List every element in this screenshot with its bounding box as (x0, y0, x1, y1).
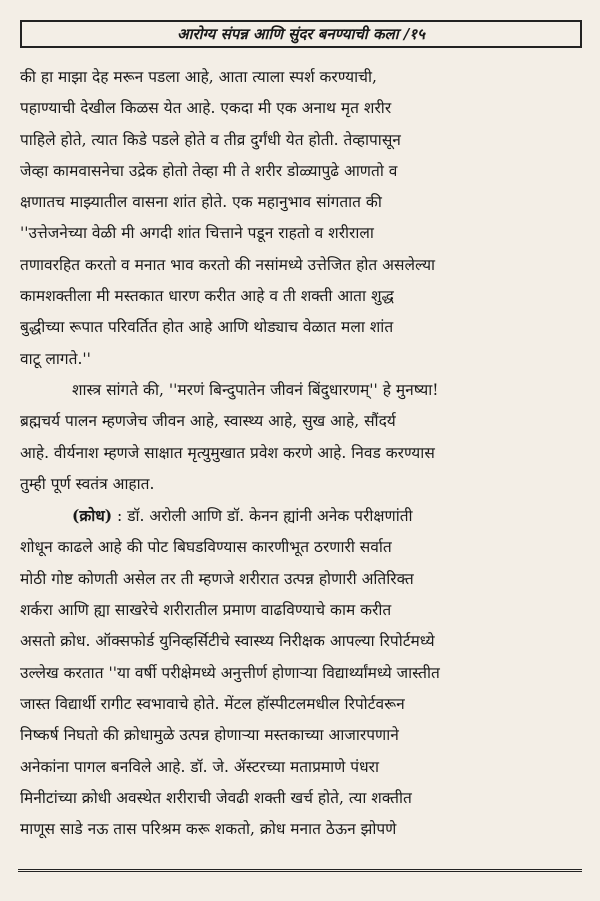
paragraph-krodh (20, 500, 582, 845)
body-text (20, 62, 582, 845)
text-line: जेव्हा कामवासनेचा उद्रेक होतो तेव्हा मी ते शरीर डोळ्यापुढे आणतो व (20, 161, 398, 180)
text-line: क्षणातच माझ्यातील वासना शांत होते. एक महानुभाव सांगतात की (20, 193, 382, 212)
section-heading-krodh: (क्रोध) (72, 506, 113, 526)
text-line: शर्करा आणि ह्या साखरेचे शरीरातील प्रमाण वाढविण्याचे काम करीत (20, 601, 392, 620)
text-line: कामशक्तीला मी मस्तकात धारण करीत आहे व ती शक्ती आता शुद्ध (20, 287, 394, 306)
running-header (20, 20, 582, 48)
text-line: आहे. वीर्यनाश म्हणजे साक्षात मृत्युमुखात प्रवेश करणे आहे. निवड करण्यास (20, 443, 435, 462)
text-line: तणावरहित करतो व मनात भाव करतो की नसांमध्ये उत्तेजित होत असलेल्या (20, 255, 436, 274)
text-line: निष्कर्ष निघतो की क्रोधामुळे उत्पन्न होणाऱ्या मस्तकाच्या आजारपणाने (20, 726, 399, 745)
text-line: ''उत्तेजनेच्या वेळी मी अगदी शांत चित्ताने पडून राहतो व शरीराला (20, 224, 374, 243)
text-line (20, 500, 582, 532)
text-line: अनेकांना पागल बनविले आहे. डॉ. जे. ॲस्टरच्या मताप्रमाणे पंधरा (20, 757, 379, 776)
text-line: जास्त विद्यार्थी रागीट स्वभावाचे होते. मेंटल हॉस्पीटलमधील रिपोर्टवरून (20, 694, 405, 713)
text-line: तुम्ही पूर्ण स्वतंत्र आहात. (20, 474, 155, 493)
text-line: असतो क्रोध. ऑक्सफोर्ड युनिव्हर्सिटीचे स्वास्थ्य निरीक्षक आपल्या रिपोर्टमध्ये (20, 632, 435, 651)
text-line: उल्लेख करतात ''या वर्षी परीक्षेमध्ये अनुत्तीर्ण होणाऱ्या विद्यार्थ्यांमध्ये जास्तीत (20, 663, 440, 682)
text-line: पहाण्याची देखील किळस येत आहे. एकदा मी एक अनाथ मृत शरीर (20, 99, 392, 118)
text-line: ब्रह्मचर्य पालन म्हणजेच जीवन आहे, स्वास्थ्य आहे, सुख आहे, सौंदर्य (20, 412, 396, 431)
text-line: वाटू लागते.'' (20, 349, 91, 368)
paragraph-continuation (20, 62, 582, 375)
text-line: पाहिले होते, त्यात किडे पडले होते व तीव्र दुर्गंधी येत होती. तेव्हापासून (20, 130, 401, 149)
running-header-title: आरोग्य संपन्न आणि सुंदर बनण्याची कला /१५ (177, 25, 425, 43)
text-line: की हा माझा देह मरून पडला आहे, आता त्याला स्पर्श करण्याची, (20, 68, 377, 86)
bottom-rule (18, 869, 582, 872)
text-line: माणूस साडे नऊ तास परिश्रम करू शकतो, क्रोध मनात ठेऊन झोपणे (20, 820, 397, 839)
text-line: बुद्धीच्या रूपात परिवर्तित होत आहे आणि थोड्याच वेळात मला शांत (20, 318, 394, 337)
text-line: मोठी गोष्ट कोणती असेल तर ती म्हणजे शरीरात उत्पन्न होणारी अतिरिक्त (20, 569, 414, 588)
text-line-rest: : डॉ. अरोली आणि डॉ. केनन ह्यांनी अनेक परीक्षणांती (112, 507, 413, 526)
text-line: शास्त्र सांगते की, ''मरणं बिन्दुपातेन जीवनं बिंदुधारणम्'' हे मुनष्या! (72, 380, 439, 399)
text-line: मिनीटांच्या क्रोधी अवस्थेत शरीराची जेवढी शक्ती खर्च होते, त्या शक्तीत (20, 788, 412, 807)
paragraph-shastra (20, 375, 582, 500)
text-line: शोधून काढले आहे की पोट बिघडविण्यास कारणीभूत ठरणारी सर्वात (20, 538, 392, 557)
